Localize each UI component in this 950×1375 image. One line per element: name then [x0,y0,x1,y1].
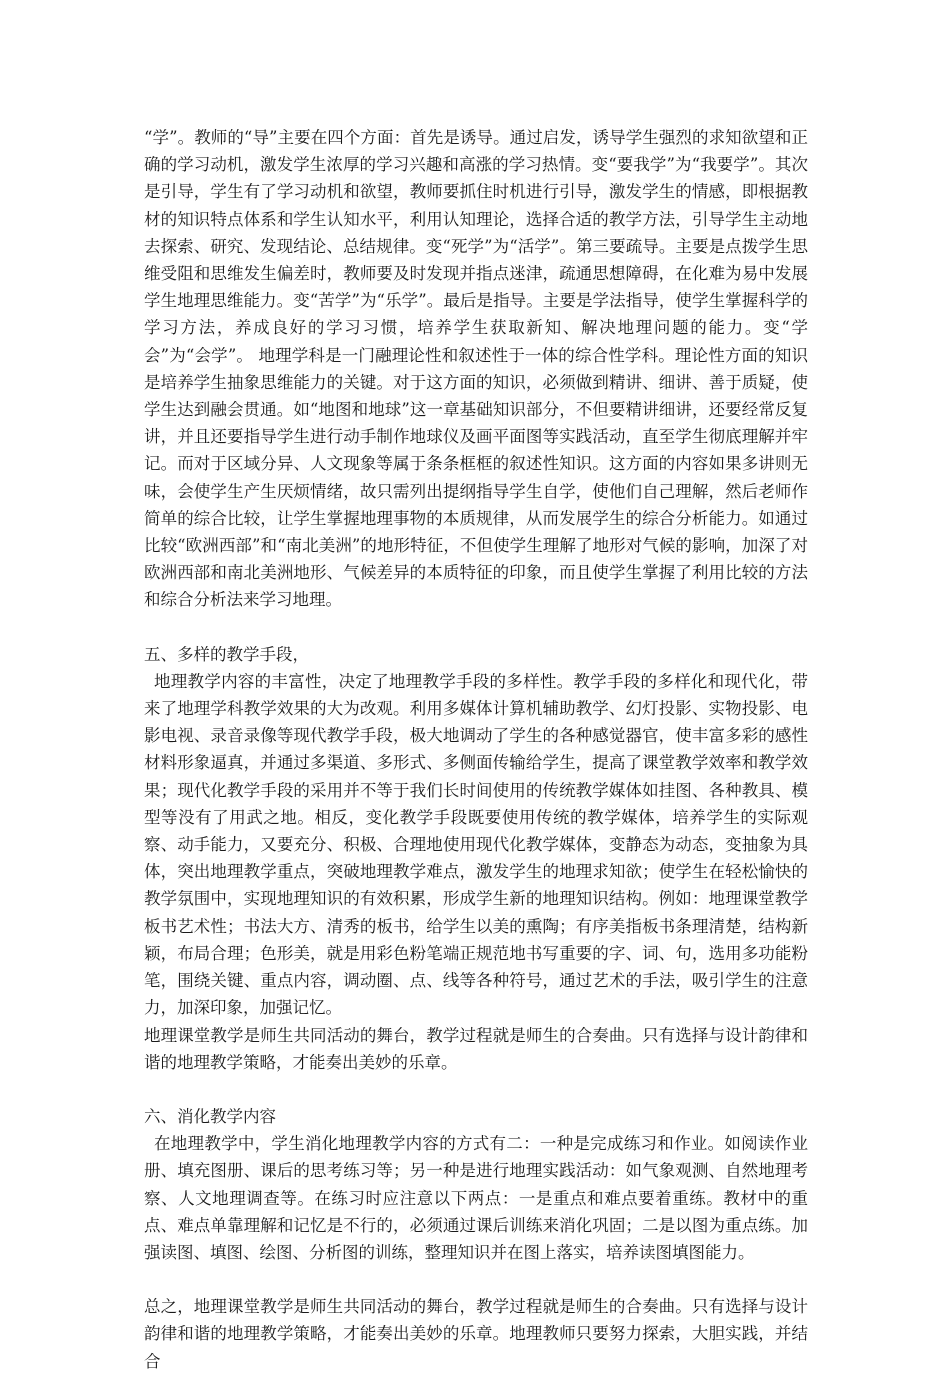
paragraph-spacer [144,614,808,641]
section-heading-5: 五、多样的教学手段， [144,644,309,664]
section-heading-6: 六、消化教学内容 [144,1106,276,1126]
paragraph-conclusion: 总之，地理课堂教学是师生共同活动的舞台，教学过程就是师生的合奏曲。只有选择与设计韵律和谐的地理教学策略，才能奏出美妙的乐章。地理教师只要努力探索，大胆实践，并结合 [144,1297,808,1371]
paragraph-teacher-guidance: “学”。教师的“导”主要在四个方面：首先是诱导。通过启发，诱导学生强烈的求知欲望和正确的学习动机，激发学生浓厚的学习兴趣和高涨的学习热情。变“要我学”为“我要学”。其次是引导，学生有了学习动机和欲望，教师要抓住时机进行引导，激发学生的情感，即根据教材的知识特点体系和学生认知水平，利用认知理论，选择合适的教学方法，引导学生主动地去探索、研究、发现结论、总结规律。变“死学”为“活学”。第三要疏导。主要是点拨学生思维受阻和思维发生偏差时，教师要及时发现并指点迷津，疏通思想障碍，在化难为易中发展学生地理思维能力。变“苦学”为“乐学”。最后是指导。主要是学法指导，使学生掌握科学的学习方法，养成良好的学习习惯，培养学生获取新知、解决地理问题的能力。变“学会”为“会学”。 地理学科是一门融理论性和叙述性于一体的综合性学科。理论性方面的知识是培养学生抽象思维能力的关键。对于这方面的知识，必须做到精讲、细讲、善于质疑，使学生达到融会贯通。如“地图和地球”这一章基础知识部分，不但要精讲细讲，还要经常反复讲，并且还要指导学生进行动手制作地球仪及画平面图等实践活动，直至学生彻底理解并牢记。而对于区域分异、人文现象等属于条条框框的叙述性知识。这方面的内容如果多讲则无味，会使学生产生厌烦情绪，故只需列出提纲指导学生自学，使他们自己理解，然后老师作简单的综合比较，让学生掌握地理事物的本质规律，从而发展学生的综合分析能力。如通过比较“欧洲西部”和“南北美洲”的地形特征，不但使学生理解了地形对气候的影响，加深了对欧洲西部和南北美洲地形、气候差异的本质特征的印象，而且使学生掌握了利用比较的方法和综合分析法来学习地理。 [144,128,808,610]
document-page [144,124,808,1375]
paragraph-spacer [144,1076,808,1103]
paragraph-spacer [144,1266,808,1293]
paragraph-stage-summary: 地理课堂教学是师生共同活动的舞台，教学过程就是师生的合奏曲。只有选择与设计韵律和谐的地理教学策略，才能奏出美妙的乐章。 [144,1025,808,1072]
paragraph-teaching-methods: 地理教学内容的丰富性，决定了地理教学手段的多样性。教学手段的多样化和现代化，带来了地理学科教学效果的大为改观。利用多媒体计算机辅助教学、幻灯投影、实物投影、电影电视、录音录像等现代教学手段，极大地调动了学生的各种感觉器官，使丰富多彩的感性材料形象逼真，并通过多渠道、多形式、多侧面传输给学生，提高了课堂教学效率和教学效果；现代化教学手段的采用并不等于我们长时间使用的传统教学媒体如挂图、各种教具、模型等没有了用武之地。相反，变化教学手段既要使用传统的教学媒体，培养学生的实际观察、动手能力，又要充分、积极、合理地使用现代化教学媒体，变静态为动态，变抽象为具体，突出地理教学重点，突破地理教学难点，激发学生的地理求知欲；使学生在轻松愉快的教学氛围中，实现地理知识的有效积累，形成学生新的地理知识结构。例如：地理课堂教学板书艺术性；书法大方、清秀的板书，给学生以美的熏陶；有序美指板书条理清楚，结构新颖，布局合理；色形美，就是用彩色粉笔端正规范地书写重要的字、词、句，选用多功能粉笔，围绕关键、重点内容，调动圈、点、线等各种符号，通过艺术的手法，吸引学生的注意力，加深印象，加强记忆。 [144,671,808,1018]
paragraph-digest-content: 在地理教学中，学生消化地理教学内容的方式有二：一种是完成练习和作业。如阅读作业册、填充图册、课后的思考练习等；另一种是进行地理实践活动：如气象观测、自然地理考察、人文地理调查等。在练习时应注意以下两点：一是重点和难点要着重练。教材中的重点、难点单靠理解和记忆是不行的，必须通过课后训练来消化巩固；二是以图为重点练。加强读图、填图、绘图、分析图的训练，整理知识并在图上落实，培养读图填图能力。 [144,1134,808,1262]
